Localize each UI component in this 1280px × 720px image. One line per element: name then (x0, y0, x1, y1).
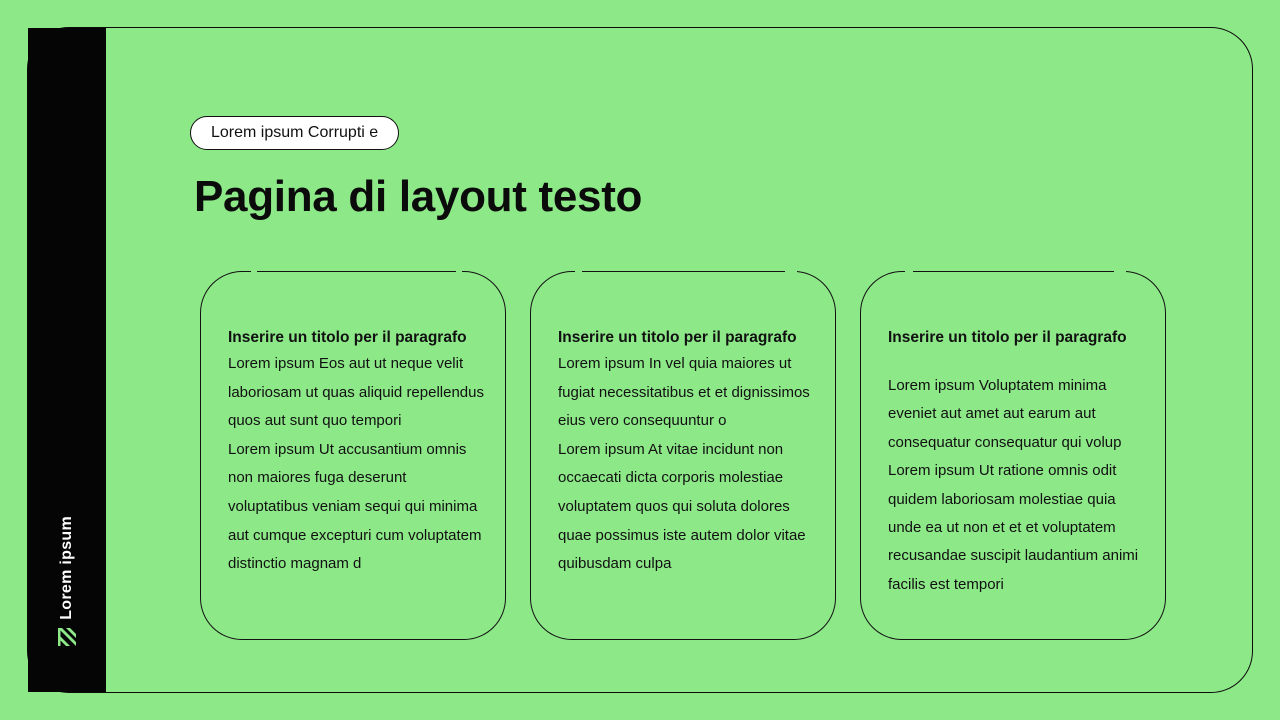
card-body (558, 355, 817, 620)
text-card-3 (860, 271, 1166, 640)
card-title: Inserire un titolo per il paragrafo (228, 329, 467, 346)
text-card-2 (530, 271, 836, 640)
brand-label: Lorem ipsum (58, 516, 75, 620)
card-body (888, 372, 1147, 628)
text-card-1 (200, 271, 506, 640)
card-title: Inserire un titolo per il paragrafo (888, 329, 1127, 346)
card-paragraph: Lorem ipsum At vitae incidunt non occaecati dicta corporis molestiae voluptatem quos qui soluta dolores quae possimus iste autem dolor vitae quibusdam culpa (558, 440, 806, 573)
card-paragraph: Lorem ipsum Ut accusantium omnis non maiores fuga deserunt voluptatibus veniam sequi qui minima aut cumque excepturi cum voluptatem distinctio magnam d (228, 440, 482, 573)
sidebar (28, 28, 106, 692)
slide-frame (27, 27, 1253, 693)
sidebar-brand (58, 516, 76, 646)
card-paragraph: Lorem ipsum Ut ratione omnis odit quidem laboriosam molestiae quia unde ea ut non et et et voluptatem recusandae suscipit laudantium animi facilis est tempori (888, 462, 1139, 593)
page-title: Pagina di layout testo (194, 172, 643, 221)
card-title: Inserire un titolo per il paragrafo (558, 329, 797, 346)
card-paragraph: Lorem ipsum In vel quia maiores ut fugiat necessitatibus et et dignissimos eius vero consequuntur o (558, 355, 810, 430)
striped-logo-icon (58, 628, 76, 646)
card-paragraph: Lorem ipsum Voluptatem minima eveniet aut amet aut earum aut consequatur consequatur qui volup (888, 377, 1122, 451)
card-body (228, 355, 487, 620)
section-tag: Lorem ipsum Corrupti e (190, 116, 399, 150)
card-paragraph: Lorem ipsum Eos aut ut neque velit laboriosam ut quas aliquid repellendus quos aut sunt quo tempori (228, 355, 484, 430)
